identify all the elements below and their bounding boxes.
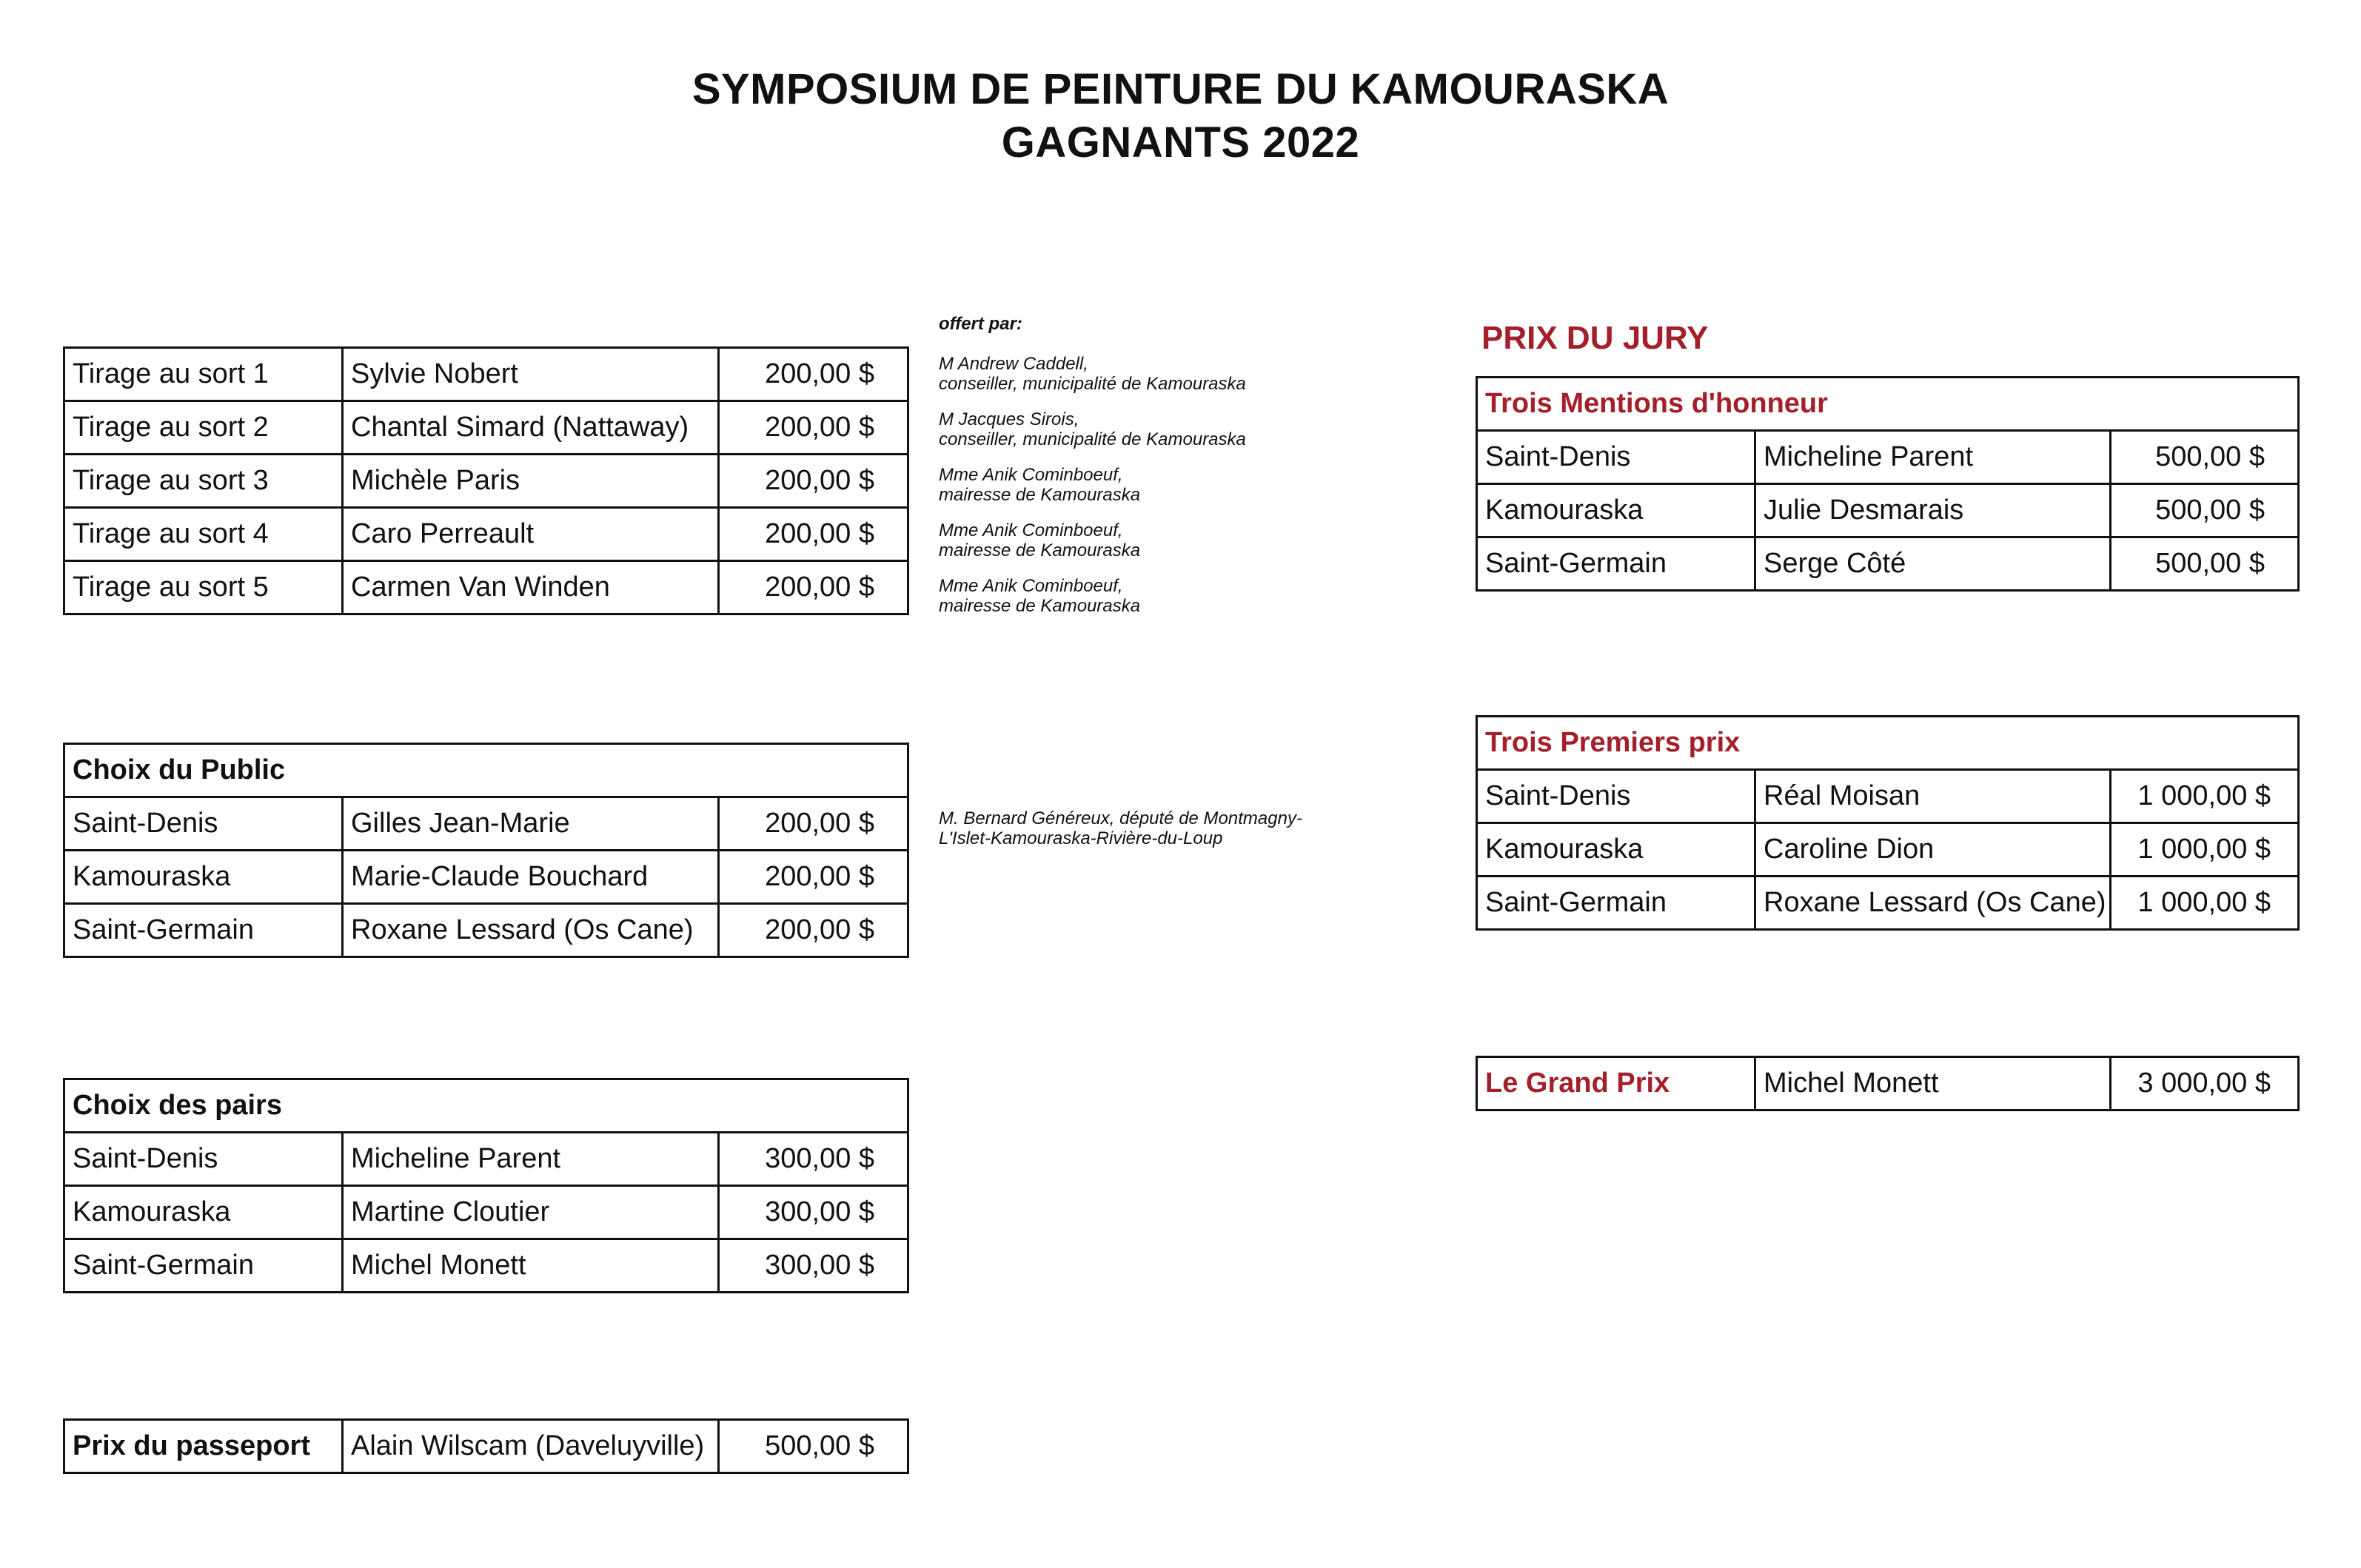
sponsor-note: [939, 808, 1302, 848]
winner-name: Gilles Jean-Marie: [343, 797, 719, 851]
winner-name: Chantal Simard (Nattaway): [343, 401, 719, 455]
place: Saint-Denis: [1477, 431, 1755, 484]
place: Kamouraska: [64, 1186, 343, 1239]
tirage-table: [63, 346, 909, 615]
winner-name: Alain Wilscam (Daveluyville): [343, 1420, 719, 1473]
place: Saint-Denis: [64, 797, 343, 851]
place: Saint-Denis: [64, 1133, 343, 1186]
page-title: SYMPOSIUM DE PEINTURE DU KAMOURASKA: [691, 65, 1670, 113]
table-header-row: [64, 1079, 908, 1133]
place: Saint-Denis: [1477, 770, 1755, 823]
grand-prix-table: [1476, 1056, 2300, 1111]
section-heading: Choix du Public: [64, 744, 908, 797]
prize-amount: 200,00 $: [719, 904, 908, 957]
draw-label: Tirage au sort 2: [64, 401, 343, 455]
sponsor-name: Mme Anik Cominboeuf,: [939, 465, 1123, 485]
section-heading: Choix des pairs: [64, 1079, 908, 1133]
winner-name: Micheline Parent: [343, 1133, 719, 1186]
place: Saint-Germain: [1477, 877, 1755, 930]
table-row: [64, 851, 908, 904]
section-heading: Trois Premiers prix: [1477, 717, 2299, 770]
sponsor-role: mairesse de Kamouraska: [939, 540, 1141, 560]
sponsor-name: M Jacques Sirois,: [939, 409, 1079, 429]
passeport-table: [63, 1418, 909, 1474]
prize-amount: 200,00 $: [719, 455, 908, 508]
prize-amount: 200,00 $: [719, 851, 908, 904]
sponsor-name: Mme Anik Cominboeuf,: [939, 520, 1123, 540]
sponsor-role: L'Islet-Kamouraska-Rivière-du-Loup: [939, 828, 1223, 848]
place: Kamouraska: [64, 851, 343, 904]
table-row: [64, 561, 908, 614]
place: Saint-Germain: [64, 904, 343, 957]
table-row: [1477, 877, 2299, 930]
winner-name: Serge Côté: [1755, 537, 2111, 591]
table-row: [64, 1186, 908, 1239]
prize-amount: 200,00 $: [719, 401, 908, 455]
sponsor-name: M Andrew Caddell,: [939, 354, 1088, 374]
place: Saint-Germain: [64, 1239, 343, 1293]
place: Kamouraska: [1477, 823, 1755, 877]
place: Kamouraska: [1477, 484, 1755, 537]
winner-name: Julie Desmarais: [1755, 484, 2111, 537]
sponsor-note: [939, 465, 1140, 505]
prize-amount: 1 000,00 $: [2111, 770, 2299, 823]
winner-name: Réal Moisan: [1755, 770, 2111, 823]
winner-name: Roxane Lessard (Os Cane): [343, 904, 719, 957]
table-header-row: [1477, 717, 2299, 770]
sponsor-note: [939, 409, 1246, 449]
prize-amount: 1 000,00 $: [2111, 877, 2299, 930]
table-row: [64, 797, 908, 851]
table-row: [64, 455, 908, 508]
prize-amount: 500,00 $: [2111, 537, 2299, 591]
prize-amount: 300,00 $: [719, 1133, 908, 1186]
choix-pairs-table: [63, 1078, 909, 1293]
winner-name: Roxane Lessard (Os Cane): [1755, 877, 2111, 930]
sponsor-role: mairesse de Kamouraska: [939, 485, 1141, 505]
table-row: [1477, 823, 2299, 877]
sponsor-name: M. Bernard Généreux, député de Montmagny-: [939, 808, 1302, 828]
sponsor-note: [939, 354, 1246, 394]
section-heading: Trois Mentions d'honneur: [1477, 378, 2299, 431]
prize-amount: 500,00 $: [2111, 484, 2299, 537]
sponsors-heading: offert par:: [939, 314, 1022, 334]
table-row: [64, 904, 908, 957]
prize-amount: 200,00 $: [719, 797, 908, 851]
premiers-prix-table: [1476, 715, 2300, 931]
table-row: [1477, 537, 2299, 591]
draw-label: Tirage au sort 3: [64, 455, 343, 508]
table-row: [64, 1239, 908, 1293]
sponsor-role: mairesse de Kamouraska: [939, 596, 1141, 616]
sponsor-role: conseiller, municipalité de Kamouraska: [939, 374, 1246, 394]
page-subtitle: GAGNANTS 2022: [1001, 118, 1360, 167]
winner-name: Michel Monett: [1755, 1057, 2111, 1110]
table-header-row: [1477, 378, 2299, 431]
sponsor-note: [939, 520, 1140, 560]
winner-name: Michèle Paris: [343, 455, 719, 508]
prize-amount: 500,00 $: [2111, 431, 2299, 484]
winner-name: Michel Monett: [343, 1239, 719, 1293]
draw-label: Tirage au sort 5: [64, 561, 343, 614]
winner-name: Carmen Van Winden: [343, 561, 719, 614]
choix-public-table: [63, 743, 909, 958]
prize-amount: 300,00 $: [719, 1239, 908, 1293]
prize-amount: 1 000,00 $: [2111, 823, 2299, 877]
winner-name: Martine Cloutier: [343, 1186, 719, 1239]
table-row: [1477, 770, 2299, 823]
prize-amount: 300,00 $: [719, 1186, 908, 1239]
sponsor-note: [939, 576, 1140, 616]
winner-name: Sylvie Nobert: [343, 348, 719, 401]
winner-name: Caro Perreault: [343, 508, 719, 561]
prize-amount: 3 000,00 $: [2111, 1057, 2299, 1110]
table-row: [64, 401, 908, 455]
mentions-table: [1476, 376, 2300, 592]
table-header-row: [64, 744, 908, 797]
place: Saint-Germain: [1477, 537, 1755, 591]
prize-label: Le Grand Prix: [1477, 1057, 1755, 1110]
prize-amount: 500,00 $: [719, 1420, 908, 1473]
winner-name: Micheline Parent: [1755, 431, 2111, 484]
prize-amount: 200,00 $: [719, 561, 908, 614]
table-row: [64, 1133, 908, 1186]
winner-name: Caroline Dion: [1755, 823, 2111, 877]
table-row: [1477, 484, 2299, 537]
sponsor-name: Mme Anik Cominboeuf,: [939, 576, 1123, 596]
table-row: [64, 348, 908, 401]
prize-amount: 200,00 $: [719, 348, 908, 401]
jury-section-title: PRIX DU JURY: [1481, 320, 1709, 356]
prize-label: Prix du passeport: [64, 1420, 343, 1473]
table-row: [64, 1420, 908, 1473]
draw-label: Tirage au sort 1: [64, 348, 343, 401]
table-row: [64, 508, 908, 561]
table-row: [1477, 431, 2299, 484]
winner-name: Marie-Claude Bouchard: [343, 851, 719, 904]
prize-amount: 200,00 $: [719, 508, 908, 561]
draw-label: Tirage au sort 4: [64, 508, 343, 561]
table-row: [1477, 1057, 2299, 1110]
sponsor-role: conseiller, municipalité de Kamouraska: [939, 429, 1246, 449]
